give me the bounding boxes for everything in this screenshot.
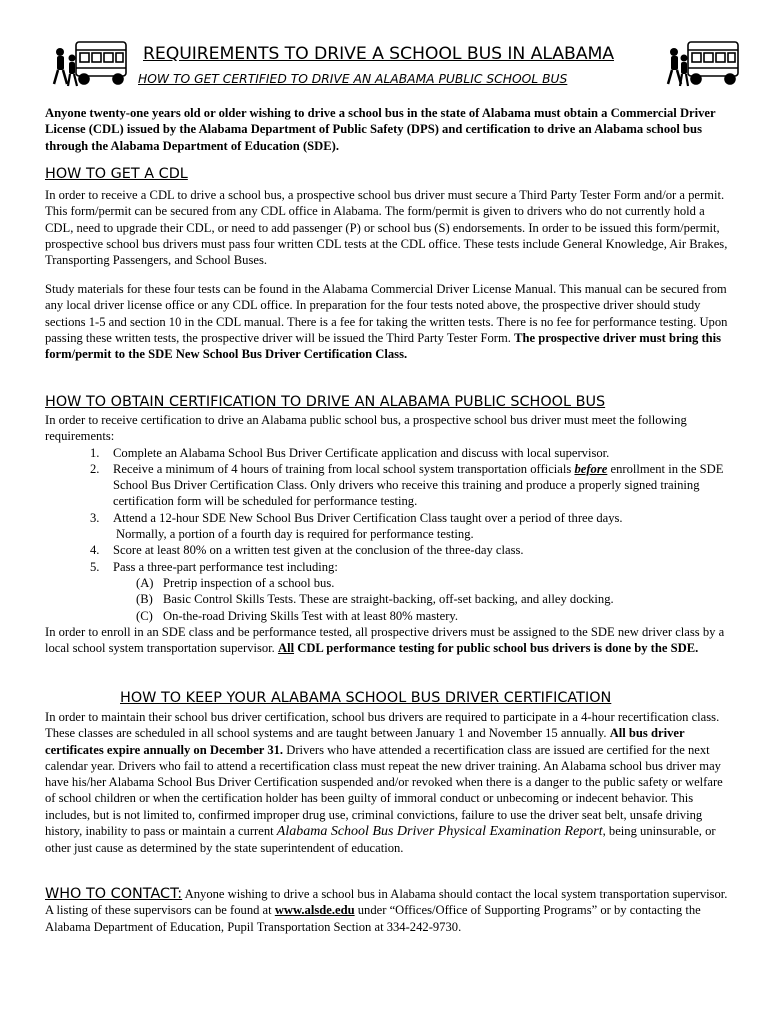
cdl-paragraph-2-text: Study materials for these four tests can be found in the Alabama Commercial Driver License Manual. This manual can be secured from any local driver license office or any CDL office. In preparation for the four tests noted above, the prospective driver should study sections 1-5 and section 10 in the CDL manual. There is a fee for taking the written tests. There is no fee for performance testing. Upon passing these written tests, the prospective driver will be issued the Third Party Tester Form. bbox=[45, 282, 728, 345]
certification-section bbox=[45, 412, 735, 656]
list-item: (C) On-the-road Driving Skills Test with at least 80% mastery. bbox=[136, 608, 459, 623]
certification-intro: In order to receive certification to drive an Alabama public school bus, a prospective school bus driver must meet the following requirements: bbox=[45, 413, 687, 444]
school-bus-children-clipart bbox=[50, 38, 130, 90]
requirements-list bbox=[45, 445, 735, 575]
intro-paragraph: Anyone twenty-one years old or older wishing to drive a school bus in the state of Alabama must obtain a Commercial Driver License (CDL) issued by the Alabama Department of Public Safety (DPS) and certification to drive an Alabama school bus through the Alabama Department of Education (SDE). bbox=[45, 106, 716, 153]
section-heading-cdl: HOW TO GET A CDL bbox=[45, 166, 188, 182]
certification-closing: In order to enroll in an SDE class and be performance tested, all prospective drivers must be assigned to the SDE new driver class by a local school system transportation supervisor. All CDL performance testing for public school bus drivers is done by the SDE. bbox=[45, 624, 725, 656]
cdl-paragraph-1: In order to receive a CDL to drive a school bus, a prospective school bus driver must secure a Third Party Tester Form and/or a permit. This form/permit can be secured from any CDL office in Alabama. The form/permit is given to drivers who do not currently hold a CDL, need to upgrade their CDL, or need to add passenger (P) or school bus (S) endorsements. In order to be issued this form/permit, prospective school bus drivers must pass four written CDL tests at the CDL office. These tests include General Knowledge, Air Brakes, Transporting Passengers, and School Buses. bbox=[45, 188, 728, 268]
page-title: REQUIREMENTS TO DRIVE A SCHOOL BUS IN ALABAMA bbox=[143, 44, 615, 64]
list-item: 2. Receive a minimum of 4 hours of training from local school system transportation officials before enrollment in the SDE School Bus Driver Certification Class. Only drivers who receive this training and produce a properly signed training certification form will be scheduled for performance testing. bbox=[90, 461, 724, 509]
list-item: (B) Basic Control Skills Tests. These are straight-backing, off-set backing, and alley docking. bbox=[136, 592, 614, 607]
emphasis-before: before bbox=[574, 461, 608, 476]
section-heading-keep: HOW TO KEEP YOUR ALABAMA SCHOOL BUS DRIVER CERTIFICATION bbox=[120, 690, 612, 706]
cdl-paragraph-2 bbox=[45, 281, 735, 362]
page-subtitle: HOW TO GET CERTIFIED TO DRIVE AN ALABAMA PUBLIC SCHOOL BUS bbox=[138, 72, 568, 86]
school-bus-children-clipart bbox=[666, 38, 746, 90]
list-item: (A) Pretrip inspection of a school bus. bbox=[136, 575, 335, 590]
contact-label: WHO TO CONTACT: bbox=[45, 886, 183, 902]
report-title: Alabama School Bus Driver Physical Examination Report bbox=[276, 824, 603, 840]
list-item: 4. Score at least 80% on a written test given at the conclusion of the three-day class. bbox=[90, 543, 524, 558]
list-item: 5. Pass a three-part performance test including: bbox=[90, 559, 338, 574]
section-heading-certification: HOW TO OBTAIN CERTIFICATION TO DRIVE AN ALABAMA PUBLIC SCHOOL BUS bbox=[45, 394, 606, 410]
contact-paragraph: WHO TO CONTACT: Anyone wishing to drive a school bus in Alabama should contact the local system transportation supervisor. A listing of these supervisors can be found at www.alsde.edu under “Offices/Office of Supporting Programs” or by contacting the Alabama Department of Education, Pupil Transportation Section at 334-242-9730. bbox=[45, 886, 728, 934]
keep-paragraph: In order to maintain their school bus driver certification, school bus drivers are required to participate in a 4-hour recertification class. These classes are scheduled in all school systems and are taught between January 1 and November 15 annually. All bus driver certificates expire annually on December 31. Drivers who have attended a recertification class are issued are certified for the next calendar year. Drivers who fail to attend a recertification class must repeat the new driver training. An Alabama school bus driver may have his/her Alabama School Bus Driver Certification suspended and/or revoked when there is a danger to the public safety or welfare of school children or when the certification holder has been guilty of immoral conduct or unbecoming or indecent behavior. This includes, but is not limited to, confirmed improper drug use, criminal convictions, failure to use the driver seat belt, unsafe driving history, inability to pass or maintain a current Alabama School Bus Driver Physical Examination Report, being uninsurable, or other just cause as determined by the state superintendent of education. bbox=[45, 710, 723, 856]
website-link[interactable]: www.alsde.edu bbox=[274, 903, 355, 918]
performance-test-sublist bbox=[45, 575, 735, 624]
cdl-paragraph-2-bold: The prospective driver must bring this form/permit to the SDE New School Bus Driver Certification Class. bbox=[45, 330, 722, 362]
list-item: 3. Attend a 12-hour SDE New School Bus Driver Certification Class taught over a period of three days. Normally, a portion of a fourth day is required for performance testing. bbox=[90, 510, 623, 542]
list-item: 1. Complete an Alabama School Bus Driver Certificate application and discuss with local supervisor. bbox=[90, 445, 610, 460]
